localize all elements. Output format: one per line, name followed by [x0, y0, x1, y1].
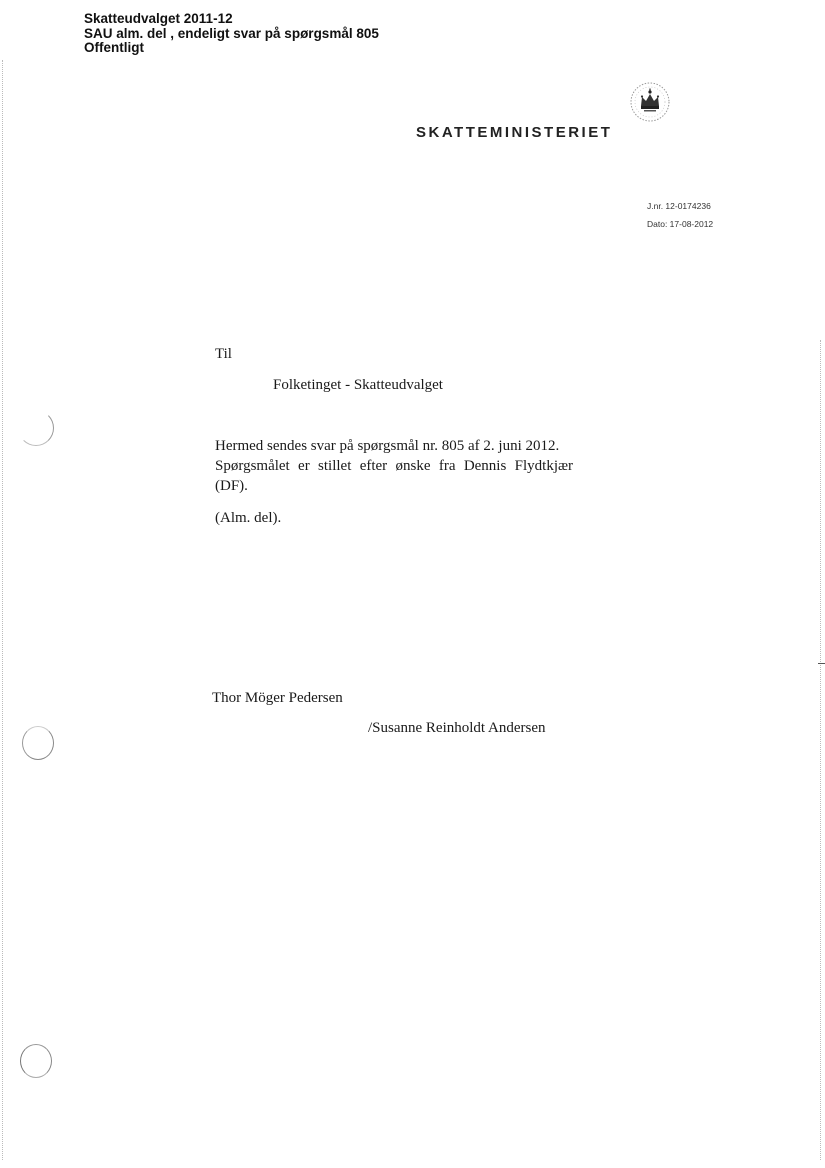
royal-crown-crest-icon	[628, 80, 672, 124]
edge-line-right	[820, 340, 821, 1160]
document-header	[84, 12, 379, 56]
header-committee: Skatteudvalget 2011-12	[84, 11, 233, 26]
punch-hole-icon	[22, 726, 54, 760]
body-line-2: Spørgsmålet er stillet efter ønske fra Dennis Flydtkjær (DF).	[215, 458, 573, 494]
punch-hole-icon	[18, 410, 54, 446]
ministry-name: SKATTEMINISTERIET	[416, 124, 613, 141]
document-date: Dato: 17-08-2012	[647, 219, 714, 229]
edge-line-left	[2, 60, 3, 1160]
header-classification: Offentligt	[84, 40, 144, 55]
signer-primary: Thor Möger Pedersen	[212, 690, 343, 706]
salutation: Til	[215, 346, 232, 362]
header-subject: SAU alm. del , endeligt svar på spørgsmål 805	[84, 25, 379, 41]
recipient: Folketinget - Skatteudvalget	[273, 377, 443, 393]
punch-hole-icon	[20, 1044, 52, 1078]
journal-number: J.nr. 12-0174236	[647, 201, 711, 211]
body-line-1: Hermed sendes svar på spørgsmål nr. 805 af 2. juni 2012.	[215, 438, 560, 454]
letter-body	[215, 436, 573, 496]
edge-tick	[818, 663, 825, 664]
alm-del-note: (Alm. del).	[215, 510, 282, 526]
signer-secondary: /Susanne Reinholdt Andersen	[368, 720, 546, 736]
